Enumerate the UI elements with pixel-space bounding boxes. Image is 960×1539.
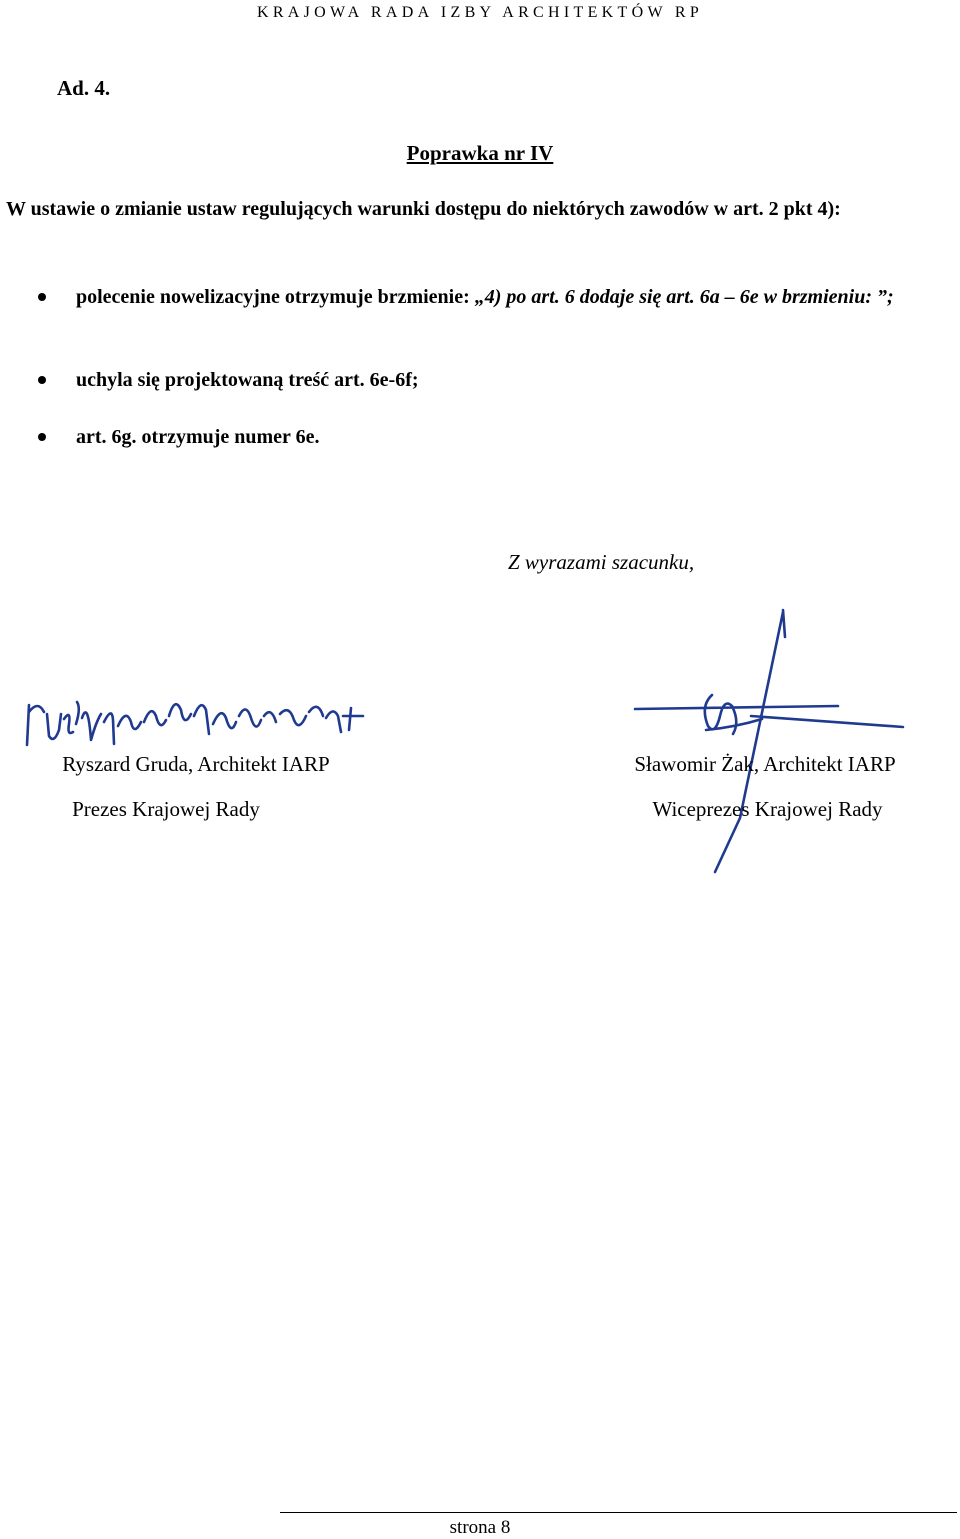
footer-divider (280, 1512, 957, 1513)
signatory-role-left: Prezes Krajowej Rady (72, 797, 260, 821)
list-item-text: polecenie nowelizacyjne otrzymuje brzmienie: (76, 286, 475, 308)
signature-right-icon (635, 610, 903, 872)
signatory-name-left: Ryszard Gruda, Architekt IARP (62, 752, 330, 776)
list-item-text: uchyla się projektowaną treść art. 6e-6f; (76, 369, 419, 391)
section-label: Ad. 4. (57, 76, 111, 100)
list-item-text: art. 6g. otrzymuje numer 6e. (76, 426, 320, 448)
letterhead: KRAJOWA RADA IZBY ARCHITEKTÓW RP (256, 4, 704, 21)
intro-paragraph: W ustawie o zmianie ustaw regulujących warunki dostępu do niektórych zawodów w art. 2 pkt 4): (6, 198, 841, 220)
signatory-role-right: Wiceprezes Krajowej Rady (652, 797, 883, 821)
signatory-name-right: Sławomir Żak, Architekt IARP (634, 752, 896, 776)
closing-salutation: Z wyrazami szacunku, (508, 550, 695, 574)
amendment-title: Poprawka nr IV (406, 141, 554, 165)
quoted-text: „4) po art. 6 dodaje się art. 6a – 6e w brzmieniu: ”; (474, 286, 894, 308)
signature-left-icon (27, 702, 363, 745)
page-number: strona 8 (449, 1517, 511, 1538)
